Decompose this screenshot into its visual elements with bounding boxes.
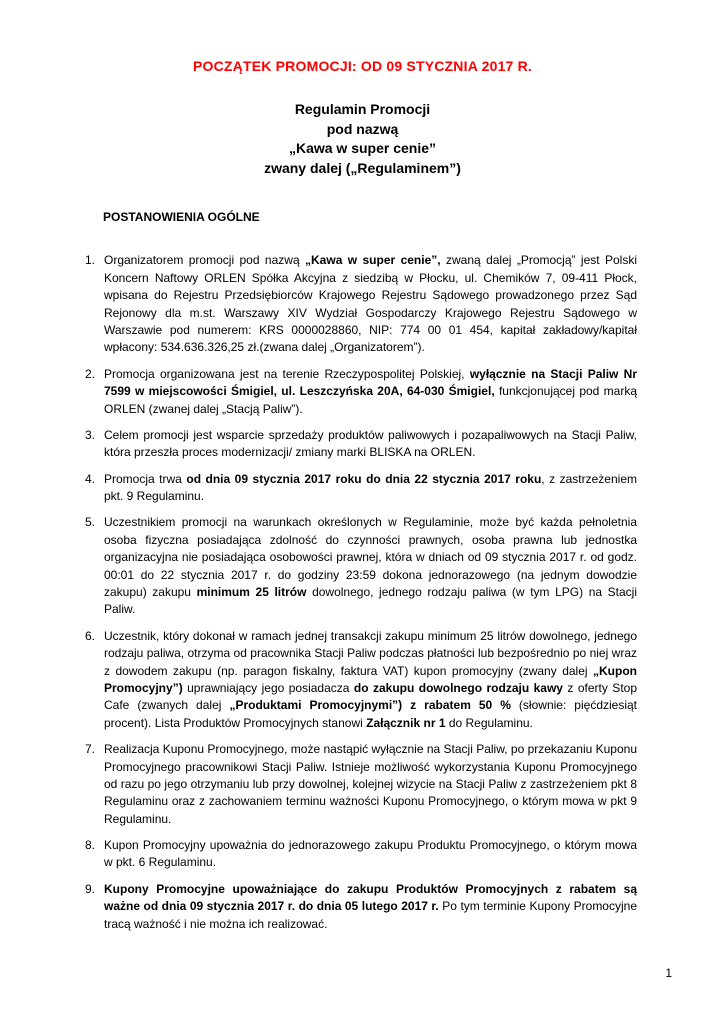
list-item-text: [104, 427, 637, 462]
list-item: [85, 252, 637, 356]
list-item-number: 8.: [85, 838, 96, 853]
list-item-text: [104, 881, 637, 933]
list-item: [85, 366, 637, 418]
list-item-number: 5.: [85, 515, 96, 530]
text-segment: zwaną dalej „Promocją” jest Polski Koncern Naftowy ORLEN Spółka Akcyjna z siedzibą w Płocku, ul. Chemików 7, 09-411 Płock, wpisana do Rejestru Przedsiębiorców Krajowego Rejestru Sądowego prowadzonego przez Sąd Rejonowy dla m.st. Warszawy XIV Wydział Gospodarczy Krajowego Rejestru Sądowego w Warszawie pod numerem: KRS 0000028860, NIP: 774 00 01 454, kapitał zakładowy/kapitał wpłacony: 534.636.326,25 zł.(zwana dalej „Organizatorem”).: [104, 253, 637, 355]
list-item-number: 9.: [85, 881, 96, 896]
list-item: [85, 837, 637, 872]
text-segment-bold: wyłącznie na Stacji Paliw Nr 7599 w miejscowości Śmigiel, ul. Leszczyńska 20A, 64-030 Śmigiel,: [104, 366, 637, 399]
list-item-number: 2.: [85, 366, 96, 381]
text-segment-bold: „Kawa w super cenie”,: [305, 253, 441, 268]
text-segment-bold: Kupony Promocyjne upoważniające do zakupu Produktów Promocyjnych z rabatem są ważne od dnia 09 stycznia 2017 r. do dnia 05 lutego 2017 r.: [104, 881, 637, 914]
text-segment-bold: do zakupu dowolnego rodzaju kawy: [353, 680, 563, 695]
document-content: [85, 210, 637, 933]
page-number: 1: [665, 966, 672, 980]
text-segment: funkcjonującej pod marką ORLEN (zwanej dalej „Stacją Paliw”).: [104, 384, 637, 416]
text-segment: Promocja trwa: [104, 471, 187, 486]
numbered-list: [85, 252, 637, 933]
section-heading: POSTANOWIENIA OGÓLNE: [103, 210, 260, 225]
list-item: [85, 881, 637, 933]
text-segment-bold: Załącznik nr 1: [366, 715, 446, 730]
list-item-text: [104, 471, 637, 506]
text-segment: do Regulaminu.: [445, 715, 533, 730]
title-line: pod nazwą: [326, 120, 399, 137]
text-segment: Uczestnikiem promocji na warunkach określonych w Regulaminie, może być każda pełnoletnia osoba fizyczna posiadająca zdolność do czynności prawnych, osoba prawna lub jednostka organizacyjna nie posiadająca osobowości prawnej, która w dniach od 09 stycznia 2017 r. od godz. 00:01 do 22 stycznia 2017 r. do godziny 23:59 dokona jednorazowego (na jednym dowodzie zakupu) zakupu: [104, 515, 637, 600]
title-line: zwany dalej („Regulaminem”): [264, 159, 461, 176]
list-item-text: [104, 252, 637, 356]
text-segment-bold: minimum 25 litrów: [196, 585, 307, 600]
list-item-number: 3.: [85, 427, 96, 442]
text-segment-bold: od dnia 09 stycznia 2017 roku do dnia 22 stycznia 2017 roku: [186, 471, 542, 486]
list-item-text: [104, 628, 637, 732]
title-line: „Kawa w super cenie”: [288, 140, 437, 157]
list-item-text: [104, 741, 637, 828]
text-segment-bold: „Kupon Promocyjny”): [104, 663, 637, 695]
list-item-text: [104, 514, 637, 618]
list-item: [85, 741, 637, 828]
title-block: [0, 100, 725, 178]
text-segment: uprawniający jego posiadacza: [182, 680, 354, 695]
text-segment: Po tym terminie Kupony Promocyjne tracą ważność i nie można ich realizować.: [104, 899, 637, 931]
title-line: Regulamin Promocji: [294, 101, 431, 117]
list-item-number: 6.: [85, 628, 96, 643]
text-segment: z oferty Stop Cafe (zwanych dalej: [104, 680, 637, 713]
text-segment: dowolnego, jednego rodzaju paliwa (w tym LPG) na Stacji Paliw.: [104, 585, 638, 617]
text-segment: Celem promocji jest wsparcie sprzedaży produktów paliwowych i pozapaliwowych na Stacji Paliw, która przeszła proces modernizacji/ zmiany marki BLISKA na ORLEN.: [104, 427, 637, 460]
list-item: [85, 427, 637, 462]
list-item-text: [104, 366, 637, 418]
text-segment: Kupon Promocyjny upoważnia do jednorazowego zakupu Produktu Promocyjnego, o którym mowa w pkt. 6 Regulaminu.: [104, 838, 637, 870]
list-item: [85, 471, 637, 506]
list-item-number: 7.: [85, 742, 96, 757]
text-segment: Realizacja Kuponu Promocyjnego, może nastąpić wyłącznie na Stacji Paliw, po przekazaniu Kuponu Promocyjnego pracownikowi Stacji Paliw. Istnieje możliwość wykorzystania Kuponu Promocyjnego od razu po jego otrzymaniu lub przy dowolnej, kolejnej wizycie na Stacji Paliw z zastrzeżeniem pkt 8 Regulaminu oraz z zachowaniem terminu ważności Kuponu Promocyjnego, o którym mowa w pkt 9 Regulaminu.: [104, 742, 637, 826]
list-item-number: 4.: [85, 471, 96, 486]
list-item: [85, 628, 637, 732]
text-segment: , z zastrzeżeniem pkt. 9 Regulaminu.: [104, 471, 637, 504]
list-item: [85, 514, 637, 618]
text-segment: Organizatorem promocji pod nazwą: [104, 253, 306, 268]
promo-start-header: POCZĄTEK PROMOCJI: OD 09 STYCZNIA 2017 R.: [192, 58, 533, 74]
text-segment-bold: „Produktami Promocyjnymi”) z rabatem 50 %: [229, 698, 511, 713]
text-segment: (słownie: pięćdziesiąt procent). Lista Produktów Promocyjnych stanowi: [104, 698, 638, 730]
text-segment: Uczestnik, który dokonał w ramach jednej transakcji zakupu minimum 25 litrów dowolnego, jednego rodzaju paliwa, otrzyma od pracownika Stacji Paliw podczas płatności lub bezpośrednio po niej wraz z dowodem zakupu (np. paragon fiskalny, faktura VAT) kupon promocyjny (zwany dalej: [104, 628, 637, 678]
text-segment: Promocja organizowana jest na terenie Rzeczypospolitej Polskiej,: [104, 366, 470, 381]
list-item-number: 1.: [85, 253, 96, 268]
list-item-text: [104, 837, 637, 872]
